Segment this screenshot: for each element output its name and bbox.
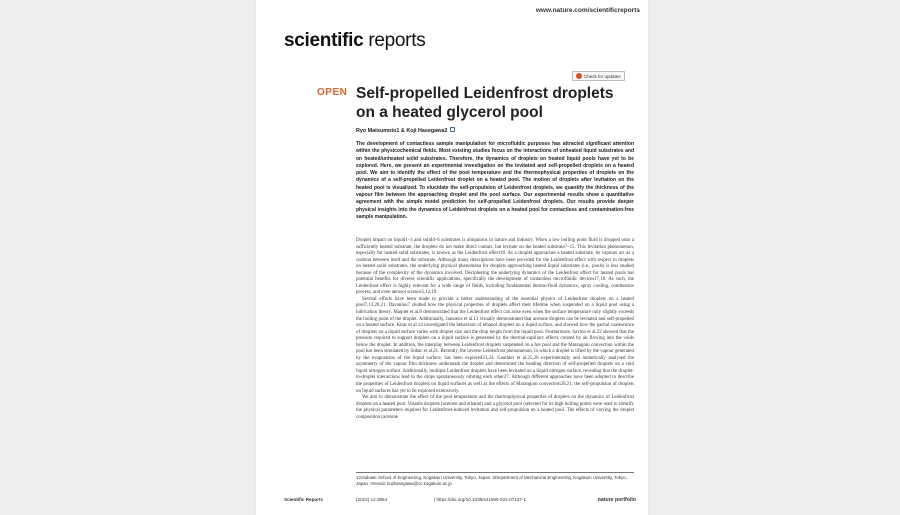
article-authors (356, 127, 455, 134)
authors-text: Ryo Matsumoto1 & Koji Hasegawa2 (356, 128, 448, 134)
email-icon[interactable] (450, 127, 455, 132)
journal-logo (284, 30, 425, 52)
journal-logo-bold: scientific (284, 30, 364, 51)
body-paragraph: Several efforts have been made to provide a better understanding of the essential physics of Leidenfrost droplets on a heated pool7,13,20,21. Davanlou7 studied how the physical properties of droplets affect their lifetime when suspended on a liquid pool using a lubrication theory. Maquet et al.8 demonstrated that the Leidenfrost effect can arise even when the surface temperature only slightly exceeds the boiling point of the droplet. Additionally, Janssens et al.13 visually demonstrated that acetone droplets can be levitated and self-propelled on a heated surface. Kirar et al.14 investigated the behaviour of ethanol droplets on a liquid surface, and showed how the partial coalescence of droplets on a liquid surface varies with droplet size and the drop height from the liquid pool. Furthermore, Savino et al.22 showed that the pressure required to support droplets on a liquid surface is generated by the thermal-capillary effects created by air flowing into the voids below the droplet. In addition, the interplay between Leidenfrost droplets suspended on a hot pool and the Marangoni convection within the pool has been simulated by Sobac et al.21. Recently, the inverse Leidenfrost phenomenon, in which a droplet is lifted by the vapour generated by the evaporation of the liquid surface, has been explored23,24. Gauthier et al.25,26 experimentally and numerically analysed the asymmetry of the vapour film thickness underneath the droplet and determined the heading direction of self-propelled droplets on a cold liquid nitrogen surface. Additionally, multiple Leidenfrost droplets have been levitated on a liquid nitrogen surface, revealing that the droplet-to-droplet interactions lead to the drops spontaneously orbiting each other27. Although different approaches have been adopted to describe the properties of Leidenfrost droplets on liquid surfaces as well as the effects of Marangoni convection20,21, the self-propulsion of droplets on liquid surfaces has yet to be explored extensively. (356, 296, 634, 394)
body-paragraph: Droplet impact on liquid1–3 and solid4–6 substrates is ubiquitous in nature and industry. When a low boiling point fluid is dropped onto a sufficiently heated substrate, the droplets do not make direct contact, but levitate on the heated substrate7–15. This levitation phenomenon, especially for heated solid substrates, is known as the Leidenfrost effect16. As a droplet approaches a heated substrate, its vapours act as a cushion between itself and the substrate. Although many descriptions have been provided for the Leidenfrost effect with respect to droplets on heated solid substrates, the underlying physical phenomena for droplets approaching heated liquid substrates (i.e., pools) is less studied because of the complexity of the dynamics involved. Deciphering the underlying dynamics of the Leidenfrost effect for heated pools has potential benefits for diverse scientific applications, specifically the development of contactless microfluidic devices17,18. As such, the Leidenfrost effect is highly relevant for a wide range of fields, including fundamental thermo-fluid dynamics, spray cooling, combustion process, and even aerosol science5,12,19. (356, 238, 634, 296)
journal-url[interactable]: www.nature.com/scientificreports (535, 7, 640, 14)
article-page (256, 0, 648, 515)
article-body (356, 238, 634, 421)
footer-year: (2022) 12:3554 (356, 497, 388, 502)
open-access-label: OPEN (317, 87, 348, 98)
abstract: The development of contactless sample manipulation for microfluidic purposes has attracted significant attention within the physicochemical fields. Most existing studies focus on the interactions of unheated liquid substrates and on heated/unheated solid substrates. Therefore, the dynamics of droplets on heated liquid pools have yet to be explored. Here, we present an experimental investigation on the levitated and self-propelled droplets on a heated pool. We aim to identify the effect of the pool temperature and the thermophysical properties of droplets on the dynamics of a self-propelled Leidenfrost droplet on a heated pool. The motion of droplets after levitation on the heated pool is visualized. To elucidate the self-propulsion of Leidenfrost droplets, we quantify the thickness of the vapour film between the approaching droplet and the pool surface. Our experimental results show a quantitative agreement with the simple model prediction for self-propelled Leidenfrost droplets. Our results provide deeper physical insights into the dynamics of Leidenfrost droplets on a heated pool for contactless and contamination-free sample manipulation. (356, 141, 634, 220)
footer-doi[interactable]: | https://doi.org/10.1038/s41598-022-07137-1 (434, 497, 527, 502)
body-paragraph: We aim to demonstrate the effect of the pool temperature and the thermophysical properties of droplets on the dynamics of Leidenfrost droplets on a heated pool. Volatile droplets (acetone and ethanol) and a glycerol pool (selected for its high boiling point) were used to identify the physical parameters required for Leidenfrost-induced levitation and self-propulsion on a heated pool. The effects of varying the droplet composition (acetone (356, 395, 634, 420)
check-for-updates-button[interactable] (572, 71, 625, 81)
update-icon (576, 73, 582, 79)
footer-journal: Scientific Reports (284, 497, 324, 502)
article-title: Self-propelled Leidenfrost droplets on a heated glycerol pool (356, 85, 614, 121)
publisher-logo: nature portfolio (597, 497, 636, 503)
affiliations: 1Graduate School of Engineering, Kogakuin University, Tokyo, Japan. 2Department of Mechanical Engineering, Kogakuin University, Tokyo, Japan. ✉email: kojihasegawa@cc.kogakuin.ac.jp (356, 472, 634, 487)
check-for-updates-label: Check for updates (584, 73, 621, 79)
journal-logo-light: reports (368, 30, 426, 51)
